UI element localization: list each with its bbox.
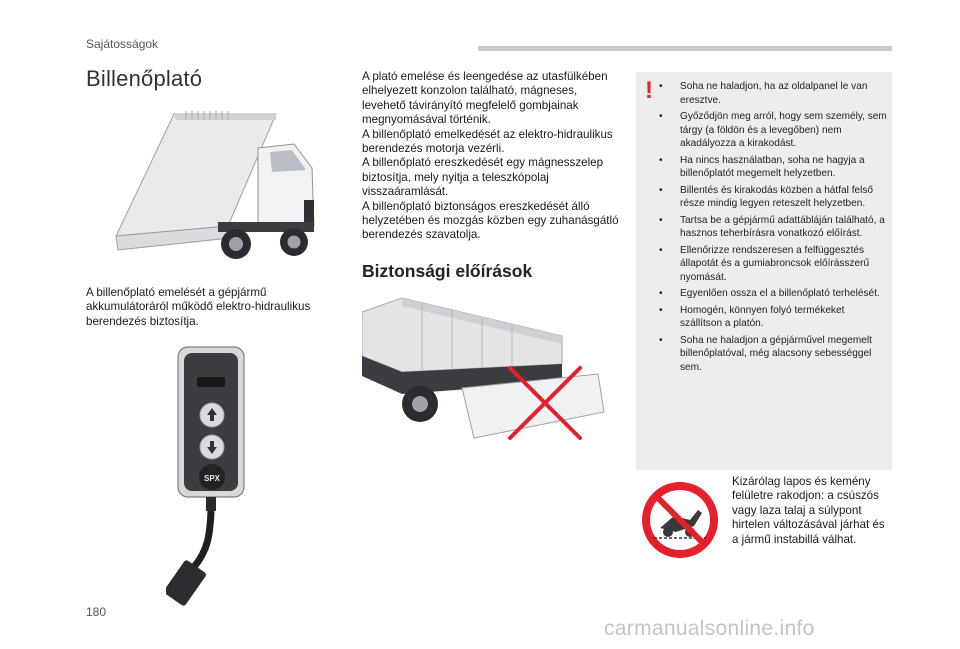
prohibition-sign-icon <box>640 480 720 560</box>
description-text <box>362 70 624 243</box>
warning-item: • Soha ne haladjon, ha az oldalpanel le van eresztve. <box>659 80 887 107</box>
description-paragraph: A billenőplató biztonságos ereszkedését álló helyzetében és mozgás közben egy zuhanásgátló berendezés szavatolja. <box>362 199 619 242</box>
warning-item: • Győződjön meg arról, hogy sem személy, sem tárgy (a földön és a levegőben) nem akadályozza a kirakodást. <box>659 110 887 151</box>
prohibition-text: Kizárólag lapos és kemény felületre rakodjon: a csúszós vagy laza talaj a súlypont hirtelen változásával járhat és a jármű instabillá válhat. <box>732 475 885 546</box>
description-paragraph: A billenőplató ereszkedését egy mágnesszelep biztosítja, mely nyitja a teleszkópolaj visszaáramlását. <box>362 156 604 199</box>
header-bar <box>478 46 892 51</box>
page-title: Billenőplató <box>86 66 203 91</box>
intro-text: A billenőplató emelését a gépjármű akkumulátoráról működő elektro-hidraulikus berendezés biztosítja. <box>86 286 311 328</box>
remote-brand-label: SPX <box>203 474 221 483</box>
warning-item: • Homogén, könnyen folyó termékeket szállítson a platón. <box>659 304 887 331</box>
safety-heading: Biztonsági előírások <box>362 261 533 281</box>
tipper-truck-illustration <box>108 108 328 268</box>
warning-item: • Ha nincs használatban, soha ne hagyja a billenőplatót megemelt helyzetben. <box>659 154 887 181</box>
watermark: carmanualsonline.info <box>604 617 815 640</box>
warning-item: • Soha ne haladjon a gépjárművel megemelt billenőplatóval, még alacsony sebességgel sem. <box>659 334 887 375</box>
warning-item: • Egyenlően ossza el a billenőplató terhelését. <box>659 287 887 301</box>
side-panel-open-illustration <box>362 292 620 460</box>
page-number: 180 <box>86 605 107 619</box>
description-paragraph: A billenőplató emelkedését az elektro-hidraulikus berendezés motorja vezérli. <box>362 127 613 156</box>
warning-list <box>659 80 887 377</box>
warning-item: • Tartsa be a gépjármű adattábláján található, a hasznos teherbírásra vonatkozó előírást. <box>659 214 887 241</box>
section-label: Sajátosságok <box>86 37 159 51</box>
warning-item: • Ellenőrizze rendszeresen a felfüggesztés állapotát és a gumiabroncsok előírásszerű nyomását. <box>659 244 887 285</box>
remote-control-illustration <box>166 345 256 615</box>
warning-icon: ! <box>645 77 653 104</box>
warning-item: • Billentés és kirakodás közben a hátfal felső része mindig legyen reteszelt helyzetben. <box>659 184 887 211</box>
description-paragraph: A plató emelése és leengedése az utasfülkében elhelyezett konzolon található, mágneses, levehető távirányító megfelelő gombjainak megnyomásával történik. <box>362 70 608 127</box>
